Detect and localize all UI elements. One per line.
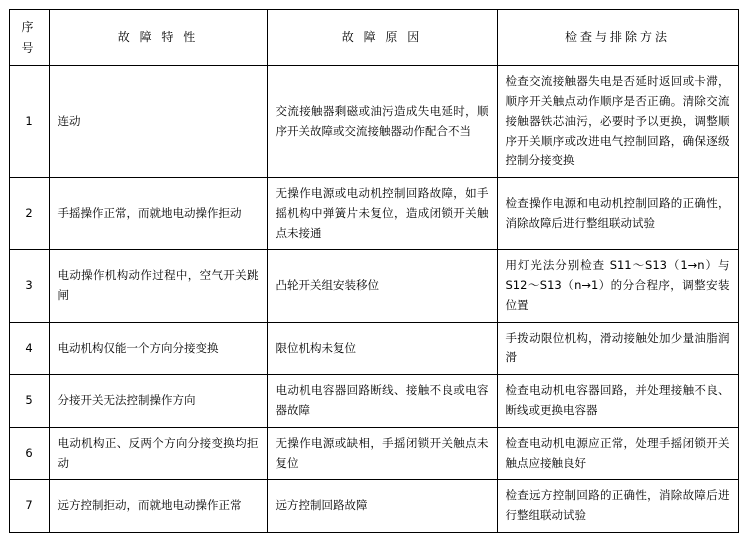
row-cause: 无操作电源或缺相，手摇闭锁开关触点未复位 (267, 427, 497, 480)
row-cause: 限位机构未复位 (267, 322, 497, 375)
row-fix: 检查电动机电容器回路，并处理接触不良、断线或更换电容器 (497, 375, 738, 428)
row-fix: 检查交流接触器失电是否延时返回或卡滞，顺序开关触点动作顺序是否正确。清除交流接触器铁芯油污，必要时予以更换，调整顺序开关顺序或改进电气控制回路，确保逐级控制分接变换 (497, 66, 738, 178)
row-cause: 交流接触器剩磁或油污造成失电延时，顺序开关故障或交流接触器动作配合不当 (267, 66, 497, 178)
column-header-fix (497, 10, 738, 66)
row-fix: 用灯光法分别检查 S11～S13（1→n）与 S12～S13（n→1）的分合程序，调整安装位置 (497, 250, 738, 322)
row-fix: 手拨动限位机构，滑动接触处加少量油脂润滑 (497, 322, 738, 375)
column-header-cause (267, 10, 497, 66)
column-header-cause-label: 故 障 原 因 (341, 30, 423, 45)
column-header-symptom-label: 故 障 特 性 (117, 30, 199, 45)
row-symptom: 电动机构仅能一个方向分接变换 (49, 322, 267, 375)
row-fix: 检查电动机电源应正常，处理手摇闭锁开关触点应接触良好 (497, 427, 738, 480)
table-row (9, 250, 738, 322)
row-number: 7 (9, 480, 49, 533)
row-symptom: 电动机构正、反两个方向分接变换均拒动 (49, 427, 267, 480)
table-row (9, 375, 738, 428)
row-cause: 无操作电源或电动机控制回路故障，如手摇机构中弹簧片未复位，造成闭锁开关触点未接通 (267, 178, 497, 250)
row-symptom: 电动操作机构动作过程中，空气开关跳闸 (49, 250, 267, 322)
table-row (9, 66, 738, 178)
row-symptom: 手摇操作正常，而就地电动操作拒动 (49, 178, 267, 250)
row-number: 5 (9, 375, 49, 428)
row-fix: 检查操作电源和电动机控制回路的正确性，消除故障后进行整组联动试验 (497, 178, 738, 250)
table-row (9, 427, 738, 480)
row-symptom: 分接开关无法控制操作方向 (49, 375, 267, 428)
column-header-no-label: 序 号 (21, 20, 37, 55)
row-number: 6 (9, 427, 49, 480)
column-header-symptom (49, 10, 267, 66)
row-number: 2 (9, 178, 49, 250)
row-number: 1 (9, 66, 49, 178)
table-row (9, 480, 738, 533)
table-row (9, 178, 738, 250)
row-cause: 远方控制回路故障 (267, 480, 497, 533)
column-header-no (9, 10, 49, 66)
fault-diagnosis-table (9, 9, 739, 533)
row-fix: 检查远方控制回路的正确性，消除故障后进行整组联动试验 (497, 480, 738, 533)
column-header-fix-label: 检查与排除方法 (564, 30, 670, 45)
row-number: 3 (9, 250, 49, 322)
row-cause: 电动机电容器回路断线、接触不良或电容器故障 (267, 375, 497, 428)
table-row (9, 322, 738, 375)
table-header-row (9, 10, 738, 66)
row-number: 4 (9, 322, 49, 375)
row-symptom: 连动 (49, 66, 267, 178)
row-cause: 凸轮开关组安装移位 (267, 250, 497, 322)
row-symptom: 远方控制拒动，而就地电动操作正常 (49, 480, 267, 533)
